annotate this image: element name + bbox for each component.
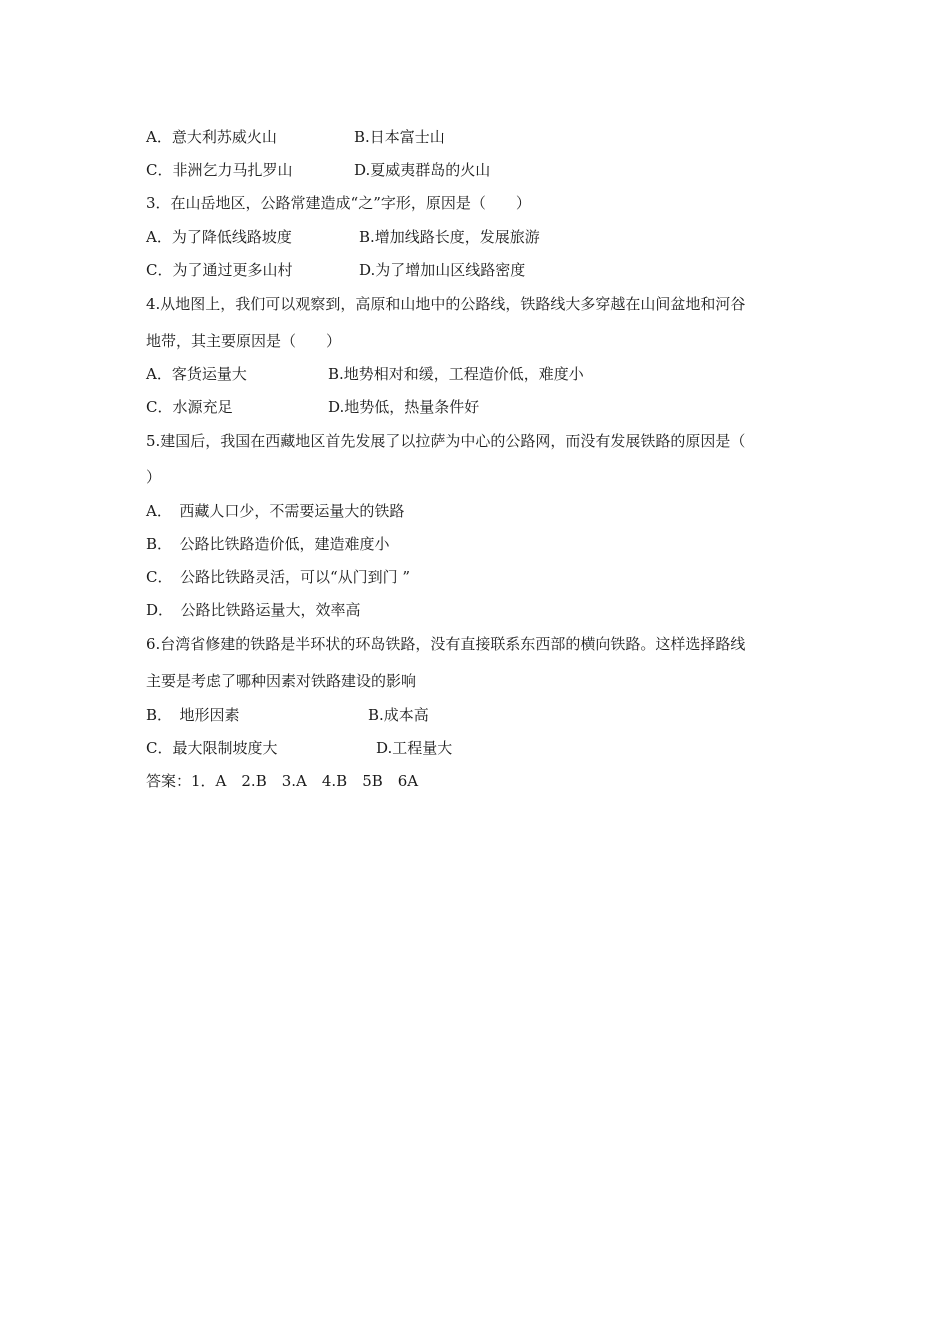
- q6-options-row-1: [146, 705, 429, 725]
- q3-stem: 3．在山岳地区，公路常建造成“之”字形，原因是（ ）: [146, 194, 531, 212]
- q5-option-c: C． 公路比铁路灵活，可以“从门到门 ”: [146, 568, 411, 586]
- q4-options-row-2: [146, 397, 480, 417]
- q2-option-c: C．非洲乞力马扎罗山: [146, 161, 293, 179]
- q6-option-b: B.成本高: [368, 706, 429, 724]
- q4-options-row-1: [146, 364, 584, 384]
- q3-options-row-1: [146, 227, 540, 247]
- q2-option-b: B.日本富士山: [354, 128, 445, 146]
- q2-options-row-2: [146, 160, 491, 180]
- q2-option-a: A．意大利苏威火山: [146, 128, 277, 146]
- answer-key: 答案：1．A 2.B 3.A 4.B 5B 6A: [146, 772, 419, 790]
- q3-option-d: D.为了增加山区线路密度: [359, 261, 526, 279]
- q5-option-a: A． 西藏人口少，不需要运量大的铁路: [146, 502, 405, 520]
- q3-option-a: A．为了降低线路坡度: [146, 228, 292, 246]
- q5-stem-line-2: ）: [146, 468, 162, 486]
- q2-options-row-1: [146, 127, 445, 147]
- q4-stem-line-2: 地带，其主要原因是（ ）: [146, 332, 342, 350]
- q4-option-d: D.地势低，热量条件好: [328, 398, 480, 416]
- q6-option-c: C．最大限制坡度大: [146, 739, 278, 757]
- q3-options-row-2: [146, 260, 526, 280]
- q5-option-d: D． 公路比铁路运量大，效率高: [146, 601, 361, 619]
- q4-option-c: C．水源充足: [146, 398, 233, 416]
- q6-option-a: B． 地形因素: [146, 706, 240, 724]
- q5-stem-line-1: 5.建国后，我国在西藏地区首先发展了以拉萨为中心的公路网，而没有发展铁路的原因是（: [146, 432, 746, 450]
- q4-stem-line-1: 4.从地图上，我们可以观察到，高原和山地中的公路线，铁路线大多穿越在山间盆地和河谷: [146, 295, 746, 313]
- q2-option-d: D.夏威夷群岛的火山: [354, 161, 491, 179]
- q6-stem-line-2: 主要是考虑了哪种因素对铁路建设的影响: [146, 672, 417, 690]
- q6-option-d: D.工程量大: [376, 739, 453, 757]
- q4-option-b: B.地势相对和缓，工程造价低，难度小: [328, 365, 584, 383]
- q6-options-row-2: [146, 738, 453, 758]
- q5-option-b: B． 公路比铁路造价低，建造难度小: [146, 535, 390, 553]
- q3-option-b: B.增加线路长度，发展旅游: [359, 228, 540, 246]
- q3-option-c: C．为了通过更多山村: [146, 261, 293, 279]
- q6-stem-line-1: 6.台湾省修建的铁路是半环状的环岛铁路，没有直接联系东西部的横向铁路。这样选择路线: [146, 635, 746, 653]
- q4-option-a: A．客货运量大: [146, 365, 247, 383]
